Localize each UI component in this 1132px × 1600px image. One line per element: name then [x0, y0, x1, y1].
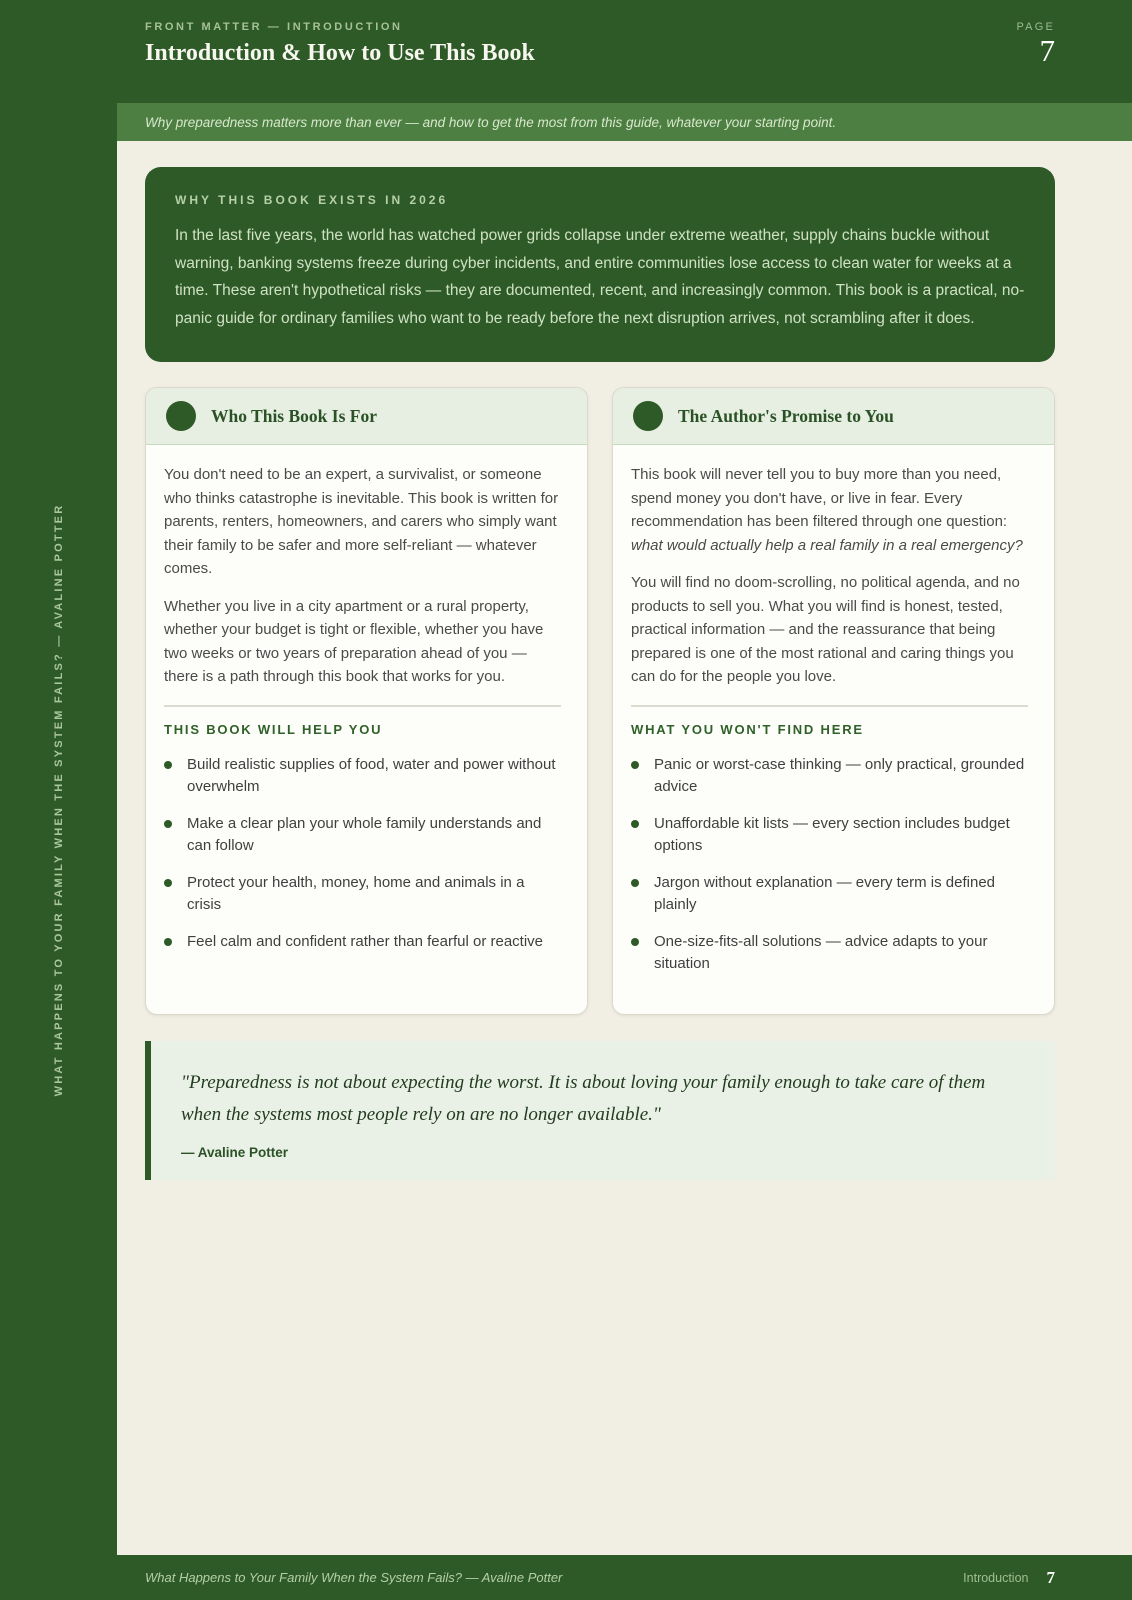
content-area: [117, 141, 1132, 1555]
list-item-text: Unaffordable kit lists — every section includes budget options: [654, 814, 1010, 854]
list-item-text: Feel calm and confident rather than fearful or reactive: [187, 932, 544, 950]
divider: [164, 705, 561, 707]
card-header: [146, 388, 587, 445]
card-paragraph-text: This book will never tell you to buy more than you need, spend money you don't have, or live in fear. Every recommendation has been filtered through one question:: [631, 466, 1008, 530]
bullet-dot-icon: [631, 938, 639, 946]
list-item: [631, 931, 1028, 975]
header-title-block: [145, 21, 535, 67]
bullet-dot-icon: [631, 820, 639, 828]
exclusion-list: [631, 754, 1028, 975]
page-title: Introduction & How to Use This Book: [145, 40, 535, 66]
pull-quote: [145, 1041, 1055, 1180]
cards-row: [145, 387, 1055, 1015]
page-footer: [0, 1555, 1132, 1600]
left-rail: [0, 0, 117, 1600]
card-paragraph: [631, 463, 1028, 557]
list-item-text: Make a clear plan your whole family understands and can follow: [187, 814, 542, 854]
list-item: [631, 754, 1028, 798]
list-item-text: One-size-fits-all solutions — advice adapts to your situation: [654, 932, 988, 972]
quote-attribution: — Avaline Potter: [181, 1144, 289, 1160]
page-label: PAGE: [1016, 21, 1055, 33]
page-header: [0, 0, 1132, 103]
card-title: The Author's Promise to You: [678, 405, 894, 426]
footer-book-title: What Happens to Your Family When the System Fails? — Avaline Potter: [145, 1570, 563, 1585]
quote-text: "Preparedness is not about expecting the worst. It is about loving your family enough to take care of them when the systems most people rely on are no longer available.": [181, 1071, 986, 1125]
footer-section-label: Introduction: [963, 1570, 1029, 1585]
list-item-text: Build realistic supplies of food, water and power without overwhelm: [187, 755, 556, 795]
list-item: [164, 754, 561, 798]
list-heading: WHAT YOU WON'T FIND HERE: [631, 721, 864, 737]
benefit-list: [164, 754, 561, 953]
list-item: [164, 813, 561, 857]
section-eyebrow: FRONT MATTER — INTRODUCTION: [145, 21, 403, 33]
list-item: [164, 931, 561, 953]
subtitle-bar: [117, 103, 1132, 141]
card-title: Who This Book Is For: [211, 405, 377, 426]
footer-page-number: 7: [1046, 1567, 1055, 1587]
page-number: 7: [1039, 33, 1055, 68]
list-item: [631, 813, 1028, 857]
card-paragraph: You will find no doom-scrolling, no political agenda, and no products to sell you. What you will find is honest, tested, practical information — and the reassurance that being prepared is one of the most rational and caring things you can do for the people you love.: [631, 574, 1020, 685]
card-header: [613, 388, 1054, 445]
list-item-text: Panic or worst-case thinking — only practical, grounded advice: [654, 755, 1025, 795]
card-body: [613, 445, 1054, 1014]
section-dot-icon: [166, 401, 196, 431]
bullet-dot-icon: [631, 879, 639, 887]
subtitle-text: Why preparedness matters more than ever — and how to get the most from this guide, whatever your starting point.: [145, 114, 837, 130]
page-number-block: [1016, 21, 1055, 69]
rail-book-title: WHAT HAPPENS TO YOUR FAMILY WHEN THE SYSTEM FAILS? — AVALINE POTTER: [52, 503, 65, 1097]
list-item-text: Protect your health, money, home and animals in a crisis: [187, 873, 525, 913]
intro-heading: WHY THIS BOOK EXISTS IN 2026: [175, 193, 449, 207]
bullet-dot-icon: [164, 938, 172, 946]
section-dot-icon: [633, 401, 663, 431]
bullet-dot-icon: [164, 879, 172, 887]
list-item: [164, 872, 561, 916]
divider: [631, 705, 1028, 707]
card-body: [146, 445, 587, 1014]
card-paragraph: Whether you live in a city apartment or a rural property, whether your budget is tight or flexible, whether you have two weeks or two years of preparation ahead of you — there is a path through this book that works for you.: [164, 597, 544, 685]
bullet-dot-icon: [631, 761, 639, 769]
list-heading: THIS BOOK WILL HELP YOU: [164, 721, 383, 737]
card-paragraph-italic: what would actually help a real family in a real emergency?: [631, 536, 1023, 554]
bullet-dot-icon: [164, 820, 172, 828]
card-paragraph: You don't need to be an expert, a survivalist, or someone who thinks catastrophe is inevitable. This book is written for parents, renters, homeowners, and carers who simply want their family to be safer and more self-reliant — whatever comes.: [164, 466, 559, 577]
card-who-this-book-is-for: [145, 387, 588, 1015]
intro-body: In the last five years, the world has watched power grids collapse under extreme weather, supply chains buckle without warning, banking systems freeze during cyber incidents, and entire communities lose access to clean water for weeks at a time. These aren't hypothetical risks — they are documented, recent, and increasingly common. This book is a practical, no-panic guide for ordinary families who want to be ready before the next disruption arrives, not scrambling after it does.: [175, 227, 1025, 327]
list-item: [631, 872, 1028, 916]
bullet-dot-icon: [164, 761, 172, 769]
card-authors-promise: [612, 387, 1055, 1015]
footer-page-block: [963, 1568, 1055, 1588]
list-item-text: Jargon without explanation — every term is defined plainly: [654, 873, 996, 913]
intro-callout: [145, 167, 1055, 362]
